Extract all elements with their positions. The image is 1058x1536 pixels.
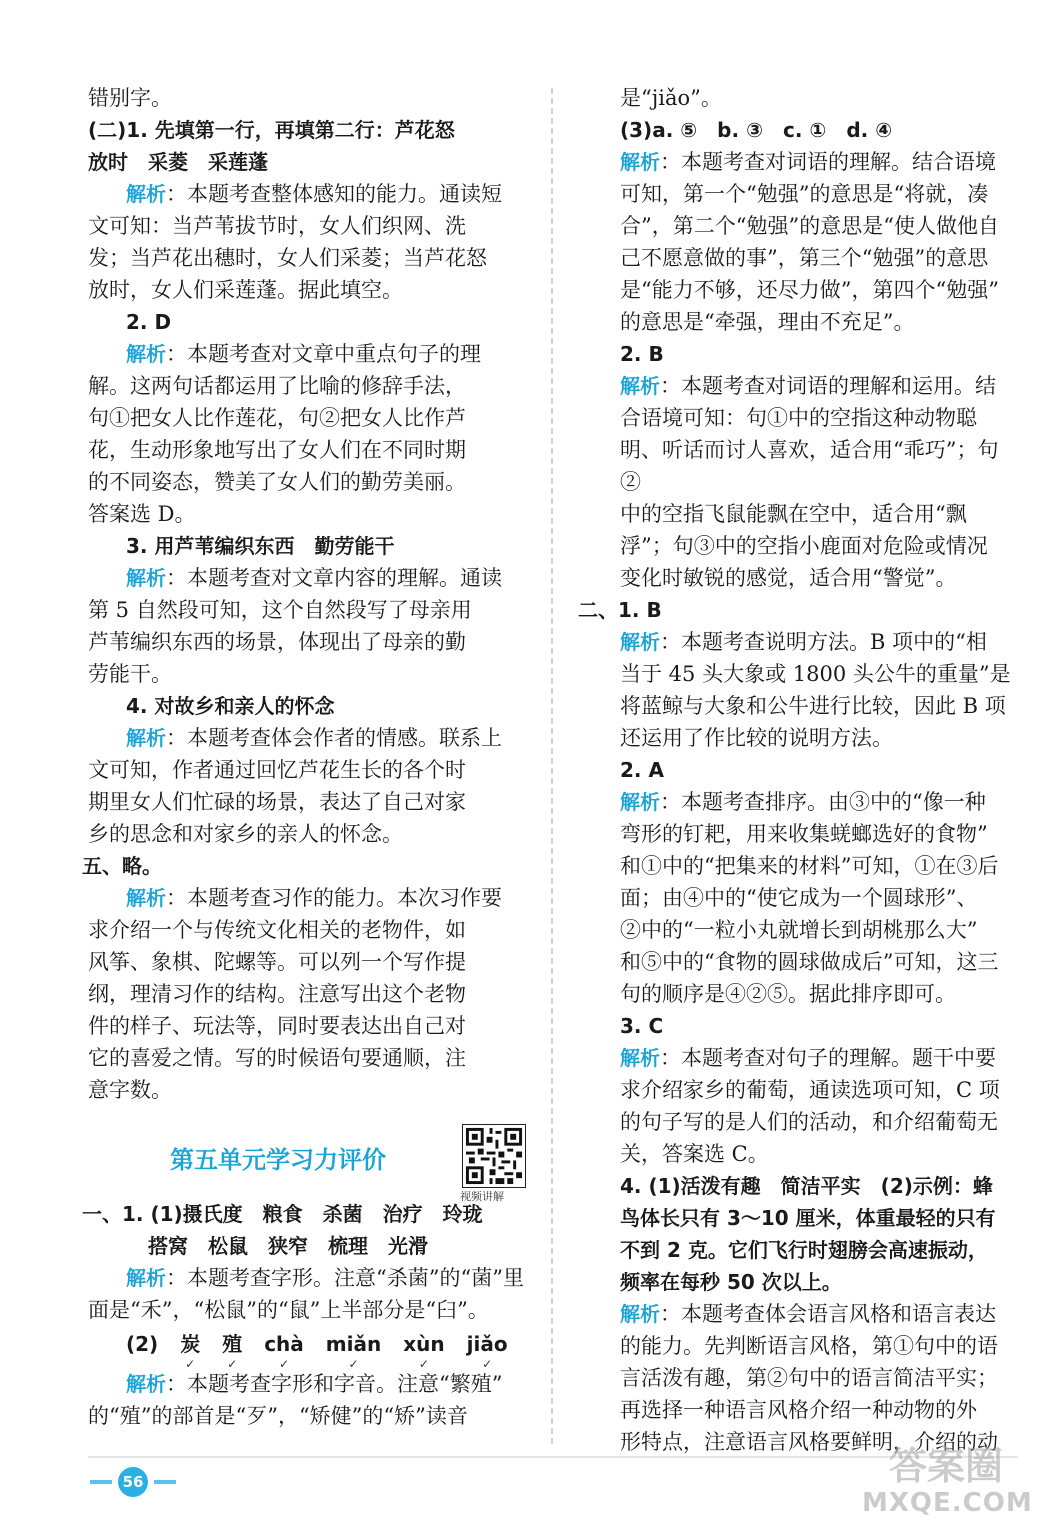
text-line: 放时，女人们采莲蓬。据此填空。 (88, 278, 403, 302)
check-mark-icon: ✓ (348, 1357, 359, 1371)
analysis-tag: 解析 (620, 1302, 660, 1326)
text-line: 求介绍家乡的葡萄，通读选项可知，C 项 (620, 1078, 1000, 1102)
correction-item: 炭 ✓ (180, 1332, 201, 1371)
check-mark-icon: ✓ (227, 1357, 238, 1371)
text-line: 中的空指飞鼠能飘在空中，适合用“飘 (620, 502, 967, 526)
text-line: 的意思是“牵强，理由不充足”。 (620, 310, 915, 334)
analysis-tag: 解析 (620, 150, 660, 174)
text-line: 文可知：当芦苇拔节时，女人们织网、洗 (88, 214, 466, 238)
text-line: 言活泼有趣，第②句中的语言简洁平实； (620, 1366, 998, 1390)
analysis-line: 解析：本题考查整体感知的能力。通读短 (126, 182, 502, 206)
correction-item: jiǎo ✓ (466, 1332, 508, 1371)
text-line: 弯形的钉耙，用来收集蜣螂选好的食物” (620, 822, 988, 846)
answer-line: 4. 对故乡和亲人的怀念 (126, 694, 335, 718)
answer-line: 一、1. (1)摄氏度 粮食 杀菌 治疗 玲珑 (82, 1202, 483, 1226)
check-mark-icon: ✓ (418, 1357, 429, 1371)
text-line: 文可知，作者通过回忆芦花生长的各个时 (88, 758, 466, 782)
analysis-tag: 解析 (126, 1266, 166, 1290)
page-number: 56 (118, 1467, 148, 1497)
analysis-line: 解析：本题考查对句子的理解。题干中要 (620, 1046, 996, 1070)
text-line: 乡的思念和对家乡的亲人的怀念。 (88, 822, 403, 846)
answer-line: 鸟体长只有 3～10 厘米，体重最轻的只有 (620, 1206, 996, 1230)
left-column (82, 82, 536, 1432)
analysis-line: 解析：本题考查对词语的理解。结合语境 (620, 150, 996, 174)
text-line: 件的样子、玩法等，同时要表达出自己对 (88, 1014, 466, 1038)
answer-line: 3. 用芦苇编织东西 勤劳能干 (126, 534, 395, 558)
watermark-url: MXQE.COM (862, 1488, 1033, 1518)
qr-code-icon[interactable] (462, 1124, 526, 1188)
text-line: 期里女人们忙碌的场景，表达了自己对家 (88, 790, 466, 814)
pinyin-correction-row (88, 1328, 536, 1371)
analysis-line: 解析：本题考查体会语言风格和语言表达 (620, 1302, 996, 1326)
unit-title: 第五单元学习力评价 (170, 1146, 386, 1174)
text-line: 还运用了作比较的说明方法。 (620, 726, 893, 750)
analysis-tag: 解析 (620, 630, 660, 654)
analysis-tag: 解析 (126, 886, 166, 910)
text-line: 第 5 自然段可知，这个自然段写了母亲用 (88, 598, 472, 622)
text-line: 己不愿意做的事”，第三个“勉强”的意思 (620, 246, 989, 270)
text-line: 明、听话而讨人喜欢，适合用“乖巧”；句② (620, 438, 999, 494)
check-mark-icon: ✓ (278, 1357, 290, 1371)
page-bar-right (154, 1480, 176, 1484)
answer-label: (2) (126, 1332, 159, 1356)
text-line: 再选择一种语言风格介绍一种动物的外 (620, 1398, 977, 1422)
correction-item: xùn ✓ (403, 1332, 445, 1371)
analysis-line: 解析：本题考查字形。注意“杀菌”的“菌”里 (126, 1266, 524, 1290)
text-line: 合”，第二个“勉强”的意思是“使人做他自 (620, 214, 999, 238)
text-line: 错别字。 (88, 86, 172, 110)
text-line: 可知，第一个“勉强”的意思是“将就，凑 (620, 182, 989, 206)
watermark-logo-text: 答案圈 (888, 1444, 1003, 1488)
text-line: 面是“禾”，“松鼠”的“鼠”上半部分是“臼”。 (88, 1298, 489, 1322)
watermark (862, 1444, 1033, 1524)
correction-item: miǎn ✓ (325, 1332, 382, 1371)
analysis-tag: 解析 (620, 1046, 660, 1070)
text-line: 发；当芦花出穗时，女人们采菱；当芦花怒 (88, 246, 487, 270)
text-line: 句的顺序是④②⑤。据此排序即可。 (620, 982, 956, 1006)
analysis-line: 解析：本题考查对文章内容的理解。通读 (126, 566, 502, 590)
check-mark-icon: ✓ (482, 1357, 493, 1371)
text-line: 的不同姿态，赞美了女人们的勤劳美丽。 (88, 470, 466, 494)
answer-line: 不到 2 克。它们飞行时翅膀会高速振动， (620, 1238, 988, 1262)
text-line: 答案选 D。 (88, 502, 196, 526)
analysis-tag: 解析 (126, 342, 166, 366)
analysis-tag: 解析 (126, 726, 166, 750)
text-line: 花，生动形象地写出了女人们在不同时期 (88, 438, 466, 462)
analysis-line: 解析：本题考查对词语的理解和运用。结 (620, 374, 996, 398)
answer-line: 3. C (620, 1014, 664, 1038)
analysis-line: 解析：本题考查说明方法。B 项中的“相 (620, 630, 987, 654)
text-line: 当于 45 头大象或 1800 头公牛的重量”是 (620, 662, 1011, 686)
text-line: 劳能干。 (88, 662, 172, 686)
text-line: 意字数。 (88, 1078, 172, 1102)
text-line: 它的喜爱之情。写的时候语句要通顺，注 (88, 1046, 466, 1070)
text-line: 浮”；句③中的空指小鹿面对危险或情况 (620, 534, 988, 558)
correction-item: 殖 ✓ (222, 1332, 243, 1371)
analysis-line: 解析：本题考查对文章中重点句子的理 (126, 342, 481, 366)
right-column (578, 82, 1018, 1458)
check-mark-icon: ✓ (185, 1357, 196, 1371)
page-number-badge (90, 1464, 202, 1500)
text-line: 将蓝鲸与大象和公牛进行比较，因此 B 项 (620, 694, 1006, 718)
text-line: 芦苇编织东西的场景，体现出了母亲的勤 (88, 630, 466, 654)
text-line: 是“能力不够，还尽力做”，第四个“勉强” (620, 278, 999, 302)
text-line: 合语境可知：句①中的空指这种动物聪 (620, 406, 977, 430)
text-line: 求介绍一个与传统文化相关的老物件，如 (88, 918, 466, 942)
text-line: ②中的“一粒小丸就增长到胡桃那么大” (620, 918, 978, 942)
answer-line: (3)a. ⑤ b. ③ c. ① d. ④ (620, 118, 893, 142)
answer-line: 放时 采菱 采莲蓬 (88, 150, 268, 174)
text-line: 是“jiǎo”。 (620, 86, 722, 110)
analysis-tag: 解析 (126, 566, 166, 590)
text-line: 变化时敏锐的感觉，适合用“警觉”。 (620, 566, 957, 590)
analysis-tag: 解析 (126, 182, 166, 206)
unit-heading (88, 1128, 536, 1203)
text-line: 关，答案选 C。 (620, 1142, 769, 1166)
analysis-line: 解析：本题考查排序。由③中的“像一种 (620, 790, 986, 814)
analysis-tag: 解析 (620, 790, 660, 814)
analysis-line: 解析：本题考查体会作者的情感。联系上 (126, 726, 502, 750)
correction-item: chà ✓ (264, 1332, 304, 1371)
answer-line: 2. A (620, 758, 664, 782)
qr-label: 视频讲解 (460, 1190, 504, 1203)
text-line: 解。这两句话都运用了比喻的修辞手法， (88, 374, 466, 398)
answer-line: 频率在每秒 50 次以上。 (620, 1270, 842, 1294)
text-line: 和①中的“把集来的材料”可知，①在③后 (620, 854, 999, 878)
text-line: 形特点，注意语言风格要鲜明，介绍的动 (620, 1430, 998, 1454)
text-line: 风筝、象棋、陀螺等。可以列一个写作提 (88, 950, 466, 974)
text-line: 的能力。先判断语言风格，第①句中的语 (620, 1334, 998, 1358)
answer-line: 2. D (126, 310, 172, 334)
answer-line: 搭窝 松鼠 狭窄 梳理 光滑 (148, 1234, 428, 1258)
text-line: 纲，理清习作的结构。注意写出这个老物 (88, 982, 466, 1006)
answer-line: (二)1. 先填第一行，再填第二行：芦花怒 (88, 118, 455, 142)
analysis-line: 解析：本题考查字形和字音。注意“繁殖” (126, 1372, 503, 1396)
analysis-tag: 解析 (126, 1372, 166, 1396)
answer-line: 2. B (620, 342, 664, 366)
analysis-line: 解析：本题考查习作的能力。本次习作要 (126, 886, 502, 910)
page-bar-left (90, 1480, 112, 1484)
text-line: 和⑤中的“食物的圆球做成后”可知，这三 (620, 950, 999, 974)
text-line: 的句子写的是人们的活动，和介绍葡萄无 (620, 1110, 998, 1134)
section-heading: 五、略。 (82, 854, 162, 878)
text-line: 的“殖”的部首是“歹”，“矫健”的“矫”读音 (88, 1404, 468, 1428)
text-line: 句①把女人比作莲花，句②把女人比作芦 (88, 406, 466, 430)
section-heading: 二、1. B (578, 598, 662, 622)
answer-line: 4. (1)活泼有趣 简洁平实 (2)示例：蜂 (620, 1174, 993, 1198)
column-divider (551, 88, 553, 1444)
analysis-tag: 解析 (620, 374, 660, 398)
text-line: 面；由④中的“使它成为一个圆球形”、 (620, 886, 978, 910)
